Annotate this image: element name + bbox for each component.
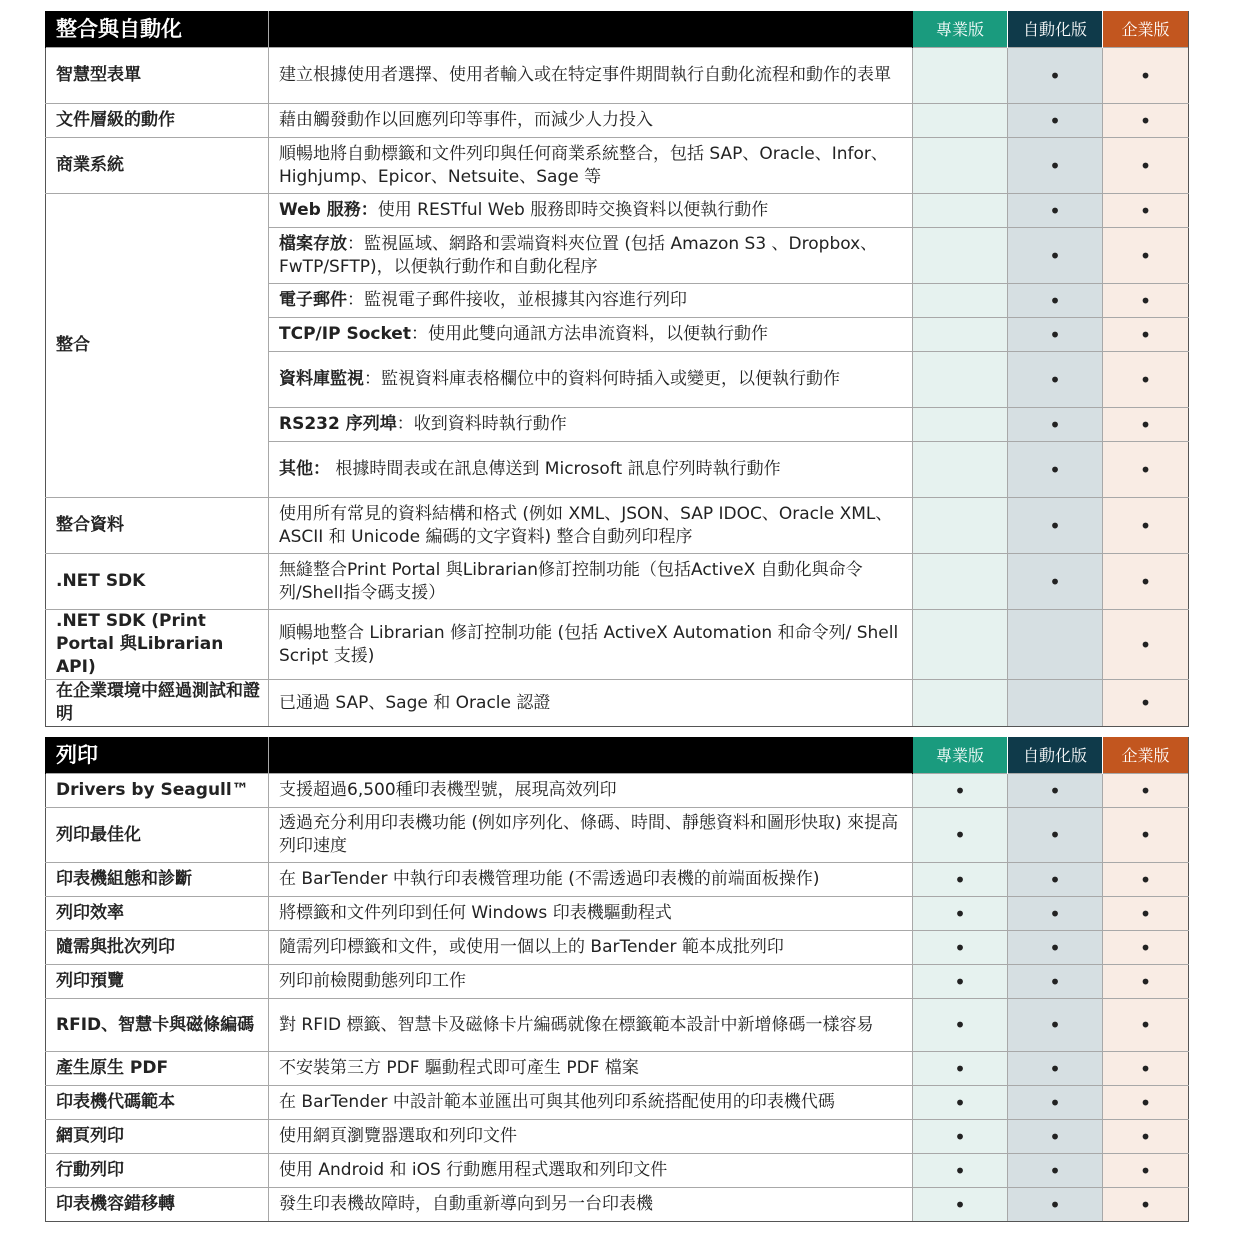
feature-name: 智慧型表單 <box>46 48 269 104</box>
pro-availability-dot: • <box>913 1188 1008 1222</box>
section-title: 列印 <box>46 737 269 774</box>
table-row <box>46 498 1189 554</box>
enterprise-availability-dot: • <box>1103 965 1189 999</box>
enterprise-availability-dot: • <box>1103 1120 1189 1154</box>
feature-name: 印表機代碼範本 <box>46 1086 269 1120</box>
enterprise-availability-dot: • <box>1103 1086 1189 1120</box>
pro-availability-dot: • <box>913 1052 1008 1086</box>
feature-name: 行動列印 <box>46 1154 269 1188</box>
feature-name: 列印預覽 <box>46 965 269 999</box>
pro-availability-dot <box>913 228 1008 284</box>
feature-name: RFID、智慧卡與磁條編碼 <box>46 999 269 1052</box>
pro-availability-dot <box>913 498 1008 554</box>
table-row <box>46 863 1189 897</box>
table-row <box>46 48 1189 104</box>
pro-availability-dot <box>913 104 1008 138</box>
pro-availability-dot: • <box>913 897 1008 931</box>
enterprise-availability-dot: • <box>1103 104 1189 138</box>
header-spacer <box>269 737 913 774</box>
table-row <box>46 808 1189 863</box>
feature-name: 商業系統 <box>46 138 269 194</box>
pro-availability-dot <box>913 352 1008 408</box>
pro-availability-dot: • <box>913 863 1008 897</box>
automation-availability-dot: • <box>1008 863 1103 897</box>
column-header-enterprise: 企業版 <box>1103 11 1189 48</box>
feature-name: 印表機容錯移轉 <box>46 1188 269 1222</box>
feature-name: 列印效率 <box>46 897 269 931</box>
pro-availability-dot <box>913 408 1008 442</box>
sub-feature-label: 電子郵件 <box>279 290 347 310</box>
feature-description: 透過充分利用印表機功能 (例如序列化、條碼、時間、靜態資料和圖形快取) 來提高列印速度 <box>269 808 913 863</box>
feature-description: 列印前檢閱動態列印工作 <box>269 965 913 999</box>
table-row <box>46 1120 1189 1154</box>
automation-availability-dot: • <box>1008 408 1103 442</box>
sub-feature-label: TCP/IP Socket <box>279 324 411 344</box>
automation-availability-dot: • <box>1008 999 1103 1052</box>
feature-description <box>269 352 913 408</box>
automation-availability-dot: • <box>1008 1086 1103 1120</box>
automation-availability-dot: • <box>1008 352 1103 408</box>
table-row <box>46 1086 1189 1120</box>
enterprise-availability-dot: • <box>1103 931 1189 965</box>
automation-availability-dot: • <box>1008 104 1103 138</box>
table-row <box>46 680 1189 727</box>
automation-availability-dot: • <box>1008 442 1103 498</box>
pro-availability-dot <box>913 48 1008 104</box>
enterprise-availability-dot: • <box>1103 138 1189 194</box>
automation-availability-dot: • <box>1008 228 1103 284</box>
pro-availability-dot <box>913 554 1008 610</box>
feature-name: 印表機組態和診斷 <box>46 863 269 897</box>
sub-feature-text: ：監視電子郵件接收，並根據其內容進行列印 <box>347 290 687 310</box>
automation-availability-dot <box>1008 610 1103 680</box>
sub-feature-text: ：使用此雙向通訊方法串流資料，以便執行動作 <box>410 324 768 344</box>
automation-availability-dot: • <box>1008 498 1103 554</box>
feature-description: 無縫整合Print Portal 與Librarian修訂控制功能（包括ActiveX 自動化與命令列/Shell指令碼支援） <box>269 554 913 610</box>
feature-description: 在 BarTender 中設計範本並匯出可與其他列印系統搭配使用的印表機代碼 <box>269 1086 913 1120</box>
pro-availability-dot <box>913 442 1008 498</box>
feature-description <box>269 228 913 284</box>
printing-header-row <box>46 737 1189 774</box>
feature-name: 網頁列印 <box>46 1120 269 1154</box>
enterprise-availability-dot: • <box>1103 442 1189 498</box>
enterprise-availability-dot: • <box>1103 999 1189 1052</box>
table-row <box>46 104 1189 138</box>
feature-name: 整合 <box>46 194 269 498</box>
sub-feature-label: 其他： <box>279 459 330 479</box>
printing-feature-table <box>45 737 1189 1222</box>
table-row <box>46 965 1189 999</box>
table-row <box>46 774 1189 808</box>
automation-availability-dot: • <box>1008 1154 1103 1188</box>
automation-availability-dot: • <box>1008 808 1103 863</box>
enterprise-availability-dot: • <box>1103 1052 1189 1086</box>
feature-description: 使用所有常見的資料結構和格式 (例如 XML、JSON、SAP IDOC、Oracle XML、ASCII 和 Unicode 編碼的文字資料) 整合自動列印程序 <box>269 498 913 554</box>
automation-availability-dot: • <box>1008 965 1103 999</box>
table-row <box>46 138 1189 194</box>
enterprise-availability-dot: • <box>1103 897 1189 931</box>
pro-availability-dot: • <box>913 965 1008 999</box>
automation-availability-dot: • <box>1008 138 1103 194</box>
column-header-pro: 專業版 <box>913 737 1008 774</box>
sub-feature-label: Web 服務： <box>279 200 378 220</box>
section-title: 整合與自動化 <box>46 11 269 48</box>
enterprise-availability-dot: • <box>1103 194 1189 228</box>
enterprise-availability-dot: • <box>1103 408 1189 442</box>
feature-description: 建立根據使用者選擇、使用者輸入或在特定事件期間執行自動化流程和動作的表單 <box>269 48 913 104</box>
enterprise-availability-dot: • <box>1103 318 1189 352</box>
enterprise-availability-dot: • <box>1103 774 1189 808</box>
pro-availability-dot <box>913 284 1008 318</box>
table-row <box>46 554 1189 610</box>
sub-feature-text: ：收到資料時執行動作 <box>396 414 567 434</box>
feature-name: 整合資料 <box>46 498 269 554</box>
automation-availability-dot: • <box>1008 1052 1103 1086</box>
feature-description <box>269 442 913 498</box>
pro-availability-dot <box>913 680 1008 727</box>
automation-availability-dot: • <box>1008 931 1103 965</box>
automation-availability-dot: • <box>1008 1120 1103 1154</box>
feature-description: 隨需列印標籤和文件，或使用一個以上的 BarTender 範本成批列印 <box>269 931 913 965</box>
feature-description <box>269 284 913 318</box>
table-row <box>46 1052 1189 1086</box>
feature-name: 隨需與批次列印 <box>46 931 269 965</box>
enterprise-availability-dot: • <box>1103 498 1189 554</box>
feature-description: 在 BarTender 中執行印表機管理功能 (不需透過印表機的前端面板操作) <box>269 863 913 897</box>
sub-feature-text: ：監視區域、網路和雲端資料夾位置 (包括 Amazon S3 、Dropbox、FwTP/SFTP)，以便執行動作和自動化程序 <box>279 233 878 277</box>
feature-description <box>269 318 913 352</box>
enterprise-availability-dot: • <box>1103 284 1189 318</box>
feature-name: 在企業環境中經過測試和證明 <box>46 680 269 727</box>
pro-availability-dot: • <box>913 999 1008 1052</box>
feature-description: 順暢地整合 Librarian 修訂控制功能 (包括 ActiveX Automation 和命令列/ Shell Script 支援) <box>269 610 913 680</box>
enterprise-availability-dot: • <box>1103 352 1189 408</box>
pro-availability-dot <box>913 318 1008 352</box>
pro-availability-dot: • <box>913 1086 1008 1120</box>
pro-availability-dot: • <box>913 931 1008 965</box>
column-header-pro: 專業版 <box>913 11 1008 48</box>
feature-description: 對 RFID 標籤、智慧卡及磁條卡片編碼就像在標籤範本設計中新增條碼一樣容易 <box>269 999 913 1052</box>
automation-availability-dot: • <box>1008 194 1103 228</box>
feature-name: 文件層級的動作 <box>46 104 269 138</box>
sub-feature-label: 檔案存放 <box>279 233 347 254</box>
table-row <box>46 194 1189 228</box>
feature-name: 產生原生 PDF <box>46 1052 269 1086</box>
enterprise-availability-dot: • <box>1103 48 1189 104</box>
table-row <box>46 1188 1189 1222</box>
sub-feature-text: 使用 RESTful Web 服務即時交換資料以便執行動作 <box>377 200 769 220</box>
pro-availability-dot <box>913 194 1008 228</box>
sub-feature-text: 根據時間表或在訊息傳送到 Microsoft 訊息佇列時執行動作 <box>330 459 781 479</box>
sub-feature-label: RS232 序列埠 <box>279 414 397 434</box>
integration-feature-table <box>45 11 1189 727</box>
enterprise-availability-dot: • <box>1103 1154 1189 1188</box>
feature-description: 不安裝第三方 PDF 驅動程式即可產生 PDF 檔案 <box>269 1052 913 1086</box>
feature-description: 使用 Android 和 iOS 行動應用程式選取和列印文件 <box>269 1154 913 1188</box>
pro-availability-dot: • <box>913 1154 1008 1188</box>
automation-availability-dot: • <box>1008 284 1103 318</box>
column-header-enterprise: 企業版 <box>1103 737 1189 774</box>
table-row <box>46 897 1189 931</box>
integration-header-row <box>46 11 1189 48</box>
feature-description: 藉由觸發動作以回應列印等事件，而減少人力投入 <box>269 104 913 138</box>
automation-availability-dot: • <box>1008 897 1103 931</box>
enterprise-availability-dot: • <box>1103 808 1189 863</box>
sub-feature-text: ：監視資料庫表格欄位中的資料何時插入或變更，以便執行動作 <box>364 369 840 389</box>
automation-availability-dot: • <box>1008 1188 1103 1222</box>
feature-name: .NET SDK (Print Portal 與Librarian API) <box>46 610 269 680</box>
feature-description: 支援超過6,500種印表機型號，展現高效列印 <box>269 774 913 808</box>
pro-availability-dot <box>913 610 1008 680</box>
column-header-automation: 自動化版 <box>1008 11 1103 48</box>
automation-availability-dot: • <box>1008 774 1103 808</box>
feature-description: 已通過 SAP、Sage 和 Oracle 認證 <box>269 680 913 727</box>
feature-name: .NET SDK <box>46 554 269 610</box>
feature-description: 順暢地將自動標籤和文件列印與任何商業系統整合，包括 SAP、Oracle、Infor、Highjump、Epicor、Netsuite、Sage 等 <box>269 138 913 194</box>
enterprise-availability-dot: • <box>1103 680 1189 727</box>
column-header-automation: 自動化版 <box>1008 737 1103 774</box>
pro-availability-dot: • <box>913 808 1008 863</box>
table-row <box>46 1154 1189 1188</box>
feature-description <box>269 194 913 228</box>
automation-availability-dot: • <box>1008 554 1103 610</box>
enterprise-availability-dot: • <box>1103 610 1189 680</box>
feature-description: 使用網頁瀏覽器選取和列印文件 <box>269 1120 913 1154</box>
sub-feature-label: 資料庫監視 <box>279 369 364 389</box>
table-row <box>46 610 1189 680</box>
feature-name: 列印最佳化 <box>46 808 269 863</box>
feature-description <box>269 408 913 442</box>
automation-availability-dot: • <box>1008 318 1103 352</box>
enterprise-availability-dot: • <box>1103 554 1189 610</box>
table-row <box>46 931 1189 965</box>
pro-availability-dot: • <box>913 774 1008 808</box>
pro-availability-dot: • <box>913 1120 1008 1154</box>
header-spacer <box>269 11 913 48</box>
feature-description: 發生印表機故障時，自動重新導向到另一台印表機 <box>269 1188 913 1222</box>
automation-availability-dot: • <box>1008 48 1103 104</box>
enterprise-availability-dot: • <box>1103 1188 1189 1222</box>
enterprise-availability-dot: • <box>1103 228 1189 284</box>
feature-name: Drivers by Seagull™ <box>46 774 269 808</box>
feature-description: 將標籤和文件列印到任何 Windows 印表機驅動程式 <box>269 897 913 931</box>
automation-availability-dot <box>1008 680 1103 727</box>
pro-availability-dot <box>913 138 1008 194</box>
table-row <box>46 999 1189 1052</box>
enterprise-availability-dot: • <box>1103 863 1189 897</box>
